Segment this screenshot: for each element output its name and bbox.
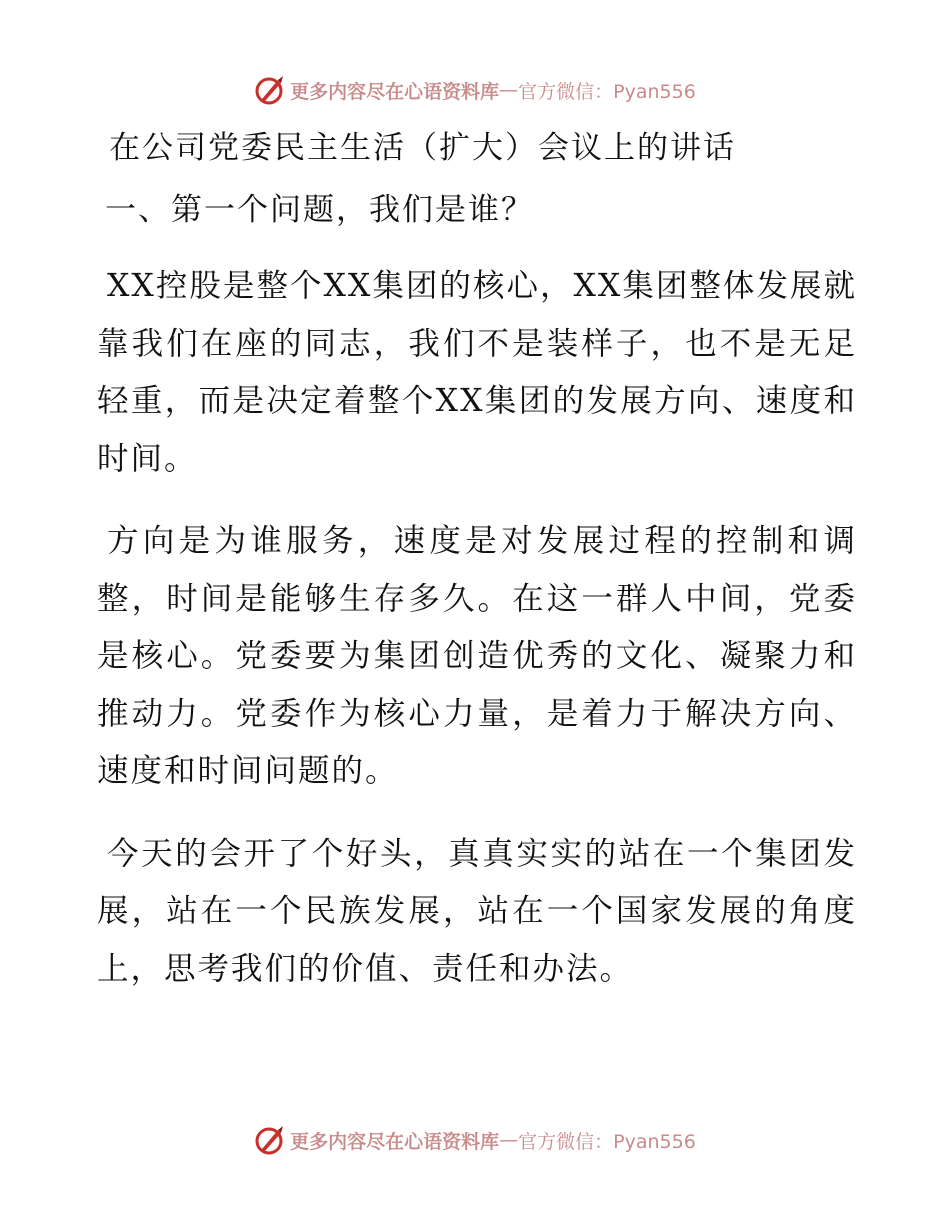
banner-wechat: 官方微信：Pyan556 <box>518 1130 696 1153</box>
paragraph: XX控股是整个XX集团的核心，XX集团整体发展就靠我们在座的同志，我们不是装样子，也不是无足轻重，而是决定着整个XX集团的发展方向、速度和时间。 <box>97 268 857 477</box>
banner-slogan: 更多内容尽在心语资料库 <box>290 1130 500 1153</box>
footer-watermark-banner <box>0 1120 950 1160</box>
quill-pen-circle-icon <box>254 74 286 106</box>
document-body <box>97 122 857 1023</box>
paragraph: 方向是为谁服务，速度是对发展过程的控制和调整，时间是能够生存多久。在这一群人中间，党委是核心。党委要为集团创造优秀的文化、凝聚力和推动力。党委作为核心力量，是着力于解决方向、速度和时间问题的。 <box>97 523 857 789</box>
document-title: 在公司党委民主生活（扩大）会议上的讲话 <box>109 130 736 166</box>
quill-pen-circle-icon <box>254 1124 286 1156</box>
section-heading: 一、第一个问题，我们是谁？ <box>105 192 534 228</box>
banner-wechat: 官方微信：Pyan556 <box>518 80 696 103</box>
banner-separator: — <box>499 79 519 101</box>
banner-separator: — <box>499 1129 519 1151</box>
banner-slogan: 更多内容尽在心语资料库 <box>290 80 500 103</box>
paragraph: 今天的会开了个好头，真真实实的站在一个集团发展，站在一个民族发展，站在一个国家发展的角度上，思考我们的价值、责任和办法。 <box>97 835 857 987</box>
header-watermark-banner <box>0 70 950 110</box>
